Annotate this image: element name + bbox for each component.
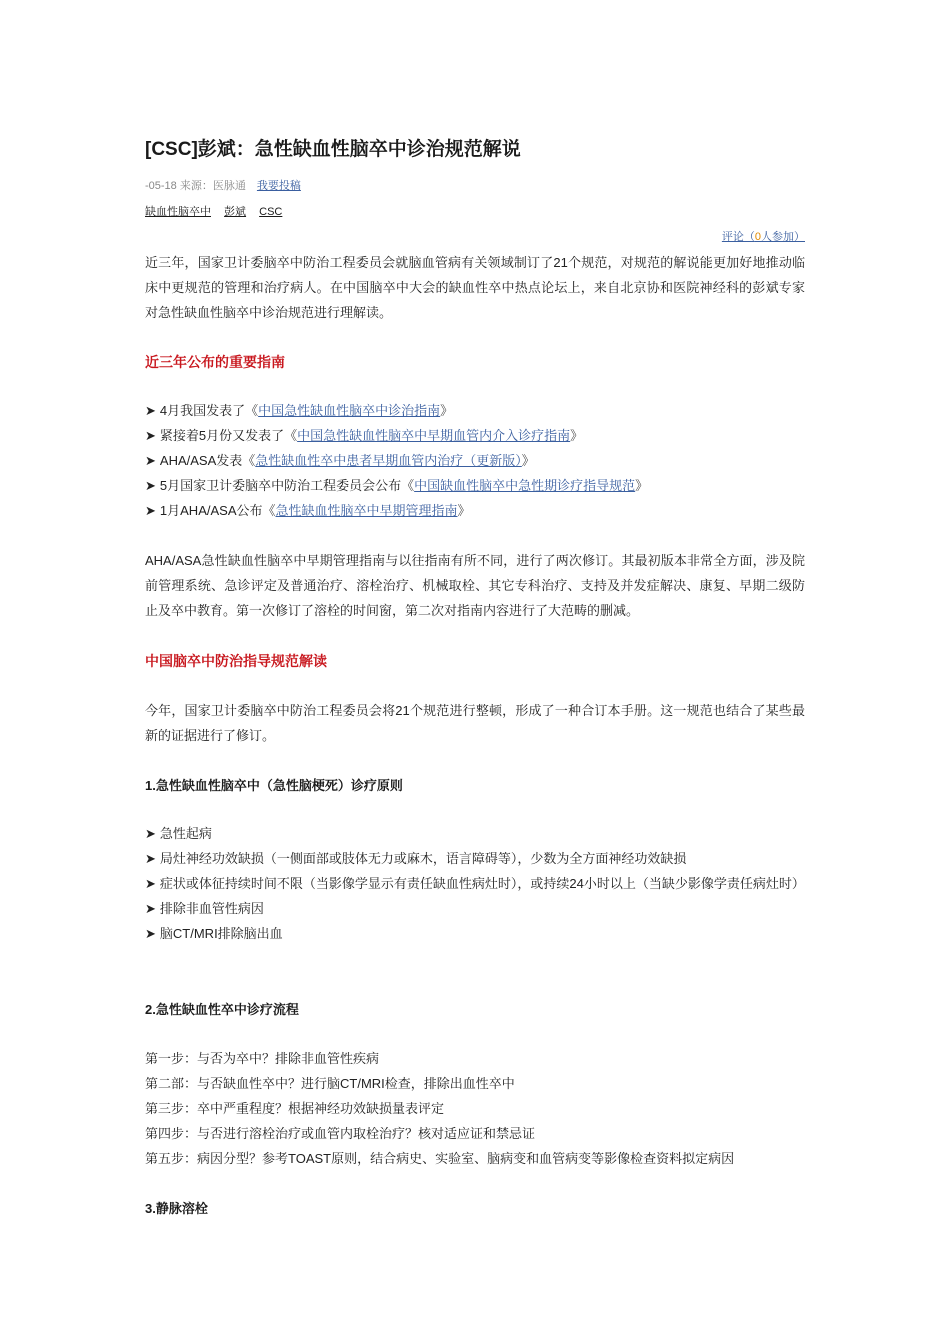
list-item (145, 423, 805, 448)
body-paragraph: AHA/ASA急性缺血性脑卒中早期管理指南与以往指南有所不同，进行了两次修订。其最初版本非常全方面，涉及院前管理系统、急诊评定及普通治疗、溶栓治疗、机械取栓、其它专科治疗、支持及并发症解决、康复、早期二级防止及卒中教育。第一次修订了溶栓的时间窗，第二次对指南内容进行了大范畴的删减。 (145, 553, 805, 618)
subsection-heading: 3.静脉溶栓 (145, 1201, 208, 1216)
sub1-heading-block (145, 775, 805, 797)
article-meta (145, 178, 301, 194)
intro-paragraph: 近三年，国家卫计委脑卒中防治工程委员会就脑血管病有关领域制订了21个规范，对规范的解说能更加好地推动临床中更规范的管理和治疗病人。在中国脑卒中大会的缺血性卒中热点论坛上，来自北京协和医院神经科的彭斌专家对急性缺血性脑卒中诊治规范进行理解读。 (145, 255, 805, 320)
list-item (145, 473, 805, 498)
subsection-heading: 1.急性缺血性脑卒中（急性脑梗死）诊疗原则 (145, 778, 403, 793)
item-text: 急性起病 (159, 826, 212, 841)
principle-list-block (145, 821, 805, 946)
arrow-right-icon: ➤ (145, 876, 156, 891)
step-item: 第三步：卒中严重程度？根据神经功效缺损量表评定 (145, 1101, 445, 1116)
comment-prefix: 评论（ (721, 231, 755, 243)
list-item (145, 398, 805, 423)
list-item (145, 846, 805, 871)
arrow-right-icon: ➤ (145, 478, 156, 493)
intro-block (145, 250, 805, 325)
section2-intro-block (145, 698, 805, 748)
item-text: 5月国家卫计委脑卒中防治工程委员会公布《 (159, 478, 415, 493)
tag-link[interactable]: 彭斌 (224, 206, 247, 218)
arrow-right-icon: ➤ (145, 926, 156, 941)
submit-article-link[interactable]: 我要投稿 (256, 180, 301, 192)
step-item: 第五步：病因分型？参考TOAST原则，结合病史、实验室、脑病变和血管病变等影像检查资料拟定病因 (145, 1151, 735, 1166)
step-item: 第一步：与否为卒中？排除非血管性疾病 (145, 1051, 380, 1066)
list-item (145, 821, 805, 846)
item-text: AHA/ASA发表《 (159, 453, 256, 468)
section-heading: 中国脑卒中防治指导规范解读 (145, 653, 327, 669)
section-heading: 近三年公布的重要指南 (145, 354, 285, 370)
list-item (145, 871, 805, 896)
step-item: 第二部：与否缺血性卒中？进行脑CT/MRI检查，排除出血性卒中 (145, 1076, 515, 1091)
guideline-list-block (145, 398, 805, 523)
arrow-right-icon: ➤ (145, 453, 156, 468)
sub2-heading-block (145, 999, 805, 1021)
list-item (145, 921, 805, 946)
sub3-heading-block (145, 1198, 805, 1220)
arrow-right-icon: ➤ (145, 851, 156, 866)
item-text: 》 (457, 503, 471, 518)
guideline-list (145, 398, 805, 523)
item-text: 》 (570, 428, 584, 443)
guideline-link[interactable]: 中国急性缺血性脑卒中早期血管内介入诊疗指南 (297, 428, 571, 443)
tag-link[interactable]: 缺血性脑卒中 (145, 206, 211, 218)
arrow-right-icon: ➤ (145, 503, 156, 518)
list-item (145, 896, 805, 921)
body-paragraph: 今年，国家卫计委脑卒中防治工程委员会将21个规范进行整顿，形成了一种合订本手册。这一规范也结合了某些最新的证据进行了修订。 (145, 703, 805, 743)
item-text: 1月AHA/ASA公布《 (159, 503, 276, 518)
guideline-link[interactable]: 中国缺血性脑卒中急性期诊疗指导规范 (414, 478, 636, 493)
item-text: 排除非血管性病因 (159, 901, 264, 916)
guideline-link[interactable]: 急性缺血性卒中患者早期血管内治疗（更新版） (255, 453, 522, 468)
comment-count: 0 (754, 231, 761, 243)
step-item: 第四步：与否进行溶栓治疗或血管内取栓治疗？核对适应证和禁忌证 (145, 1126, 536, 1141)
tag-list (145, 204, 292, 220)
item-text: 》 (635, 478, 649, 493)
section1-heading-block (145, 351, 805, 373)
item-text: 脑CT/MRI排除脑出血 (159, 926, 283, 941)
item-text: 紧接着5月份又发表了《 (159, 428, 298, 443)
arrow-right-icon: ➤ (145, 901, 156, 916)
article-source: 来源：医脉通 (179, 180, 246, 192)
list-item (145, 448, 805, 473)
list-item (145, 498, 805, 523)
guideline-link[interactable]: 急性缺血性脑卒中早期管理指南 (275, 503, 458, 518)
section1-after-block (145, 548, 805, 623)
arrow-right-icon: ➤ (145, 826, 156, 841)
comment-link[interactable] (722, 229, 805, 245)
item-text: 》 (521, 453, 535, 468)
comment-suffix: 人参加） (761, 231, 805, 243)
arrow-right-icon: ➤ (145, 428, 156, 443)
process-steps (145, 1046, 805, 1171)
item-text: 4月我国发表了《 (159, 403, 259, 418)
tag-link[interactable]: CSC (259, 206, 283, 218)
subsection-heading: 2.急性缺血性卒中诊疗流程 (145, 1002, 299, 1017)
item-text: 局灶神经功效缺损（一侧面部或肢体无力或麻木，语言障碍等），少数为全方面神经功效缺损 (159, 851, 687, 866)
article-date: -05-18 (145, 180, 177, 192)
arrow-right-icon: ➤ (145, 403, 156, 418)
item-text: 》 (440, 403, 454, 418)
item-text: 症状或体征持续时间不限（当影像学显示有责任缺血性病灶时），或持续24小时以上（当缺少影像学责任病灶时） (159, 876, 805, 891)
section2-heading-block (145, 650, 805, 672)
principle-list (145, 821, 805, 946)
guideline-link[interactable]: 中国急性缺血性脑卒中诊治指南 (258, 403, 441, 418)
article-title: [CSC]彭斌：急性缺血性脑卒中诊治规范解说 (145, 139, 521, 160)
